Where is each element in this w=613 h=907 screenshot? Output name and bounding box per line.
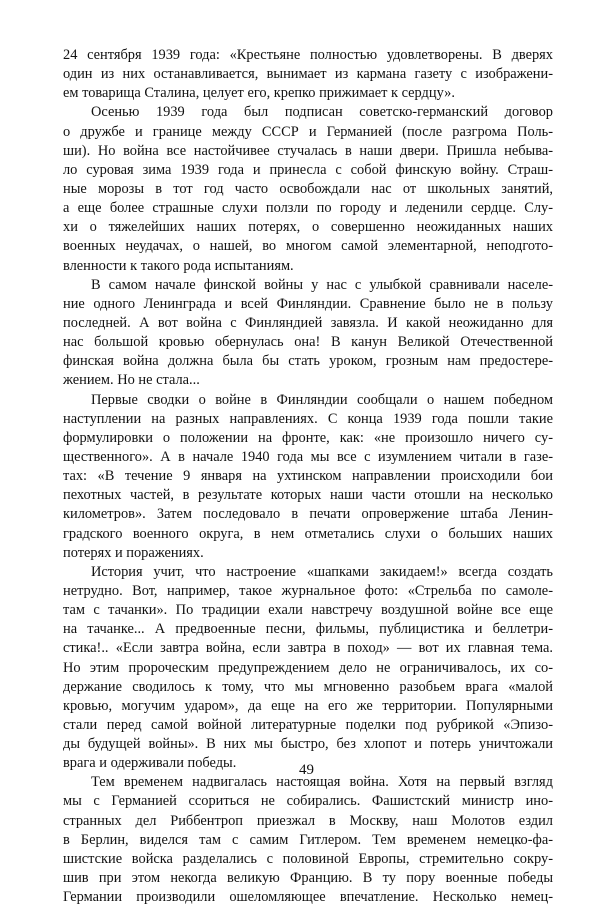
paragraph-4 (63, 391, 553, 563)
page-number: 49 (299, 762, 314, 778)
text-line: финская война должна была бы стать уроком, грозным нам предостере- (63, 353, 553, 370)
text-line: ные морозы в тот год часто освобождали нас от школьных занятий, (63, 180, 553, 197)
text-line: градского военного округа, в нем отметались слухи о больших наших (63, 525, 553, 542)
text-line: 24 сентября 1939 года: «Крестьяне полностью удовлетворены. В дверях (63, 47, 553, 63)
text-line: кровью, могучим ударом», да еще на его же территории. Популярными (63, 697, 553, 714)
text-line: шив при этом некогда великую Францию. В ту пору военные победы (63, 870, 553, 887)
text-line: в Берлин, виделся там с самим Гитлером. Тем временем немецко-фа- (63, 831, 553, 848)
text-line: там с тачанки». По традиции ехали навстречу воздушной войне все еще (63, 602, 553, 619)
text-line: Тем временем надвигалась настоящая война. Хотя на первый взгляд (91, 774, 553, 791)
text-line: наступлении на разных направлениях. С конца 1939 года пошли такие (63, 410, 553, 427)
text-line: странных дел Риббентроп приезжал в Москву, наш Молотов ездил (63, 812, 553, 829)
text-line: хи о тяжелейших наших потерях, о совершенно неожиданных наших (63, 219, 553, 236)
text-line: жением. Но не стала... (63, 372, 200, 389)
text-line: о дружбе и границе между СССР и Германией (после разгрома Поль- (63, 123, 553, 140)
text-line: на тачанке... А предвоенные песни, фильмы, публицистика и беллетри- (63, 621, 553, 638)
paragraph-6 (63, 773, 553, 907)
text-line: пехотных частей, в результате которых наши части отошли на несколько (63, 487, 553, 504)
text-line: формулировки о положении на фронте, как: «не произошло ничего су- (63, 429, 553, 446)
text-line: вленности к такого рода испытаниям. (63, 257, 294, 274)
text-line: мы с Германией ссориться не собирались. Фашистский министр ино- (63, 793, 553, 810)
text-line: а еще более страшные слухи ползли по городу и леденили сердце. Слу- (63, 200, 553, 217)
text-line: щественного». А в начале 1940 года мы все с изумлением читали в газе- (63, 448, 553, 465)
text-line: Но этим пророческим предупреждением дело не ограничивалось, их со- (63, 659, 553, 676)
text-line: один из них останавливается, вынимает из кармана газету с изображени- (63, 66, 553, 83)
text-line: ши). Но война все настойчивее стучалась в наши двери. Пришла небыва- (63, 142, 553, 159)
paragraph-3 (63, 276, 553, 391)
text-line: Первые сводки о войне в Финляндии сообщали о нашем победном (91, 391, 553, 408)
text-line: потерях и поражениях. (63, 544, 204, 561)
text-line: ем товарища Сталина, целует его, крепко прижимает к сердцу». (63, 85, 455, 102)
text-line: ние одного Ленинграда и всей Финляндии. Сравнение было не в пользу (63, 295, 553, 312)
text-line: держание сводилось к тому, что мы мгновенно разобьем врага «малой (63, 678, 553, 695)
text-line: нетрудно. Вот, например, такое журнальное фото: «Стрельба по самоле- (63, 582, 553, 599)
paragraph-5 (63, 563, 553, 774)
text-line: нас большой кровью обернулась она! В канун Великой Отечественной (63, 334, 553, 351)
text-line: Германии производили ошеломляющее впечатление. Несколько немец- (63, 889, 553, 906)
text-line: шистские войска разделались с половиной Европы, стремительно сокру- (63, 850, 553, 867)
text-line: последней. А вот война с Финляндией завязла. И какой неожиданно для (63, 314, 553, 331)
text-line: врага и одерживали победы. (63, 755, 237, 772)
text-line: В самом начале финской войны у нас с улыбкой сравнивали населе- (91, 276, 553, 293)
text-line: История учит, что настроение «шапками закидаем!» всегда создать (91, 563, 553, 580)
paragraph-1 (63, 46, 553, 103)
text-line: ды будущей войны». В них мы быстро, без хлопот и потерь уничтожали (63, 736, 553, 753)
text-line: тах: «В течение 9 января на ухтинском направлении происходили бои (63, 468, 553, 485)
text-line: ло суровая зима 1939 года и принесла с собой финскую войну. Страш- (63, 161, 553, 178)
text-line: военных неудачах, о нашей, во многом самой элементарной, неподгото- (63, 238, 553, 255)
paragraph-2 (63, 103, 553, 275)
text-line: стика!.. «Если завтра война, если завтра в поход» — вот их главная тема. (63, 640, 553, 657)
text-line: стали перед самой войной литературные поделки под рубрикой «Эпизо- (63, 716, 553, 733)
text-line: километров». Затем последовало в печати опровержение штаба Ленин- (63, 506, 553, 523)
text-line: Осенью 1939 года был подписан советско-германский договор (91, 104, 553, 121)
